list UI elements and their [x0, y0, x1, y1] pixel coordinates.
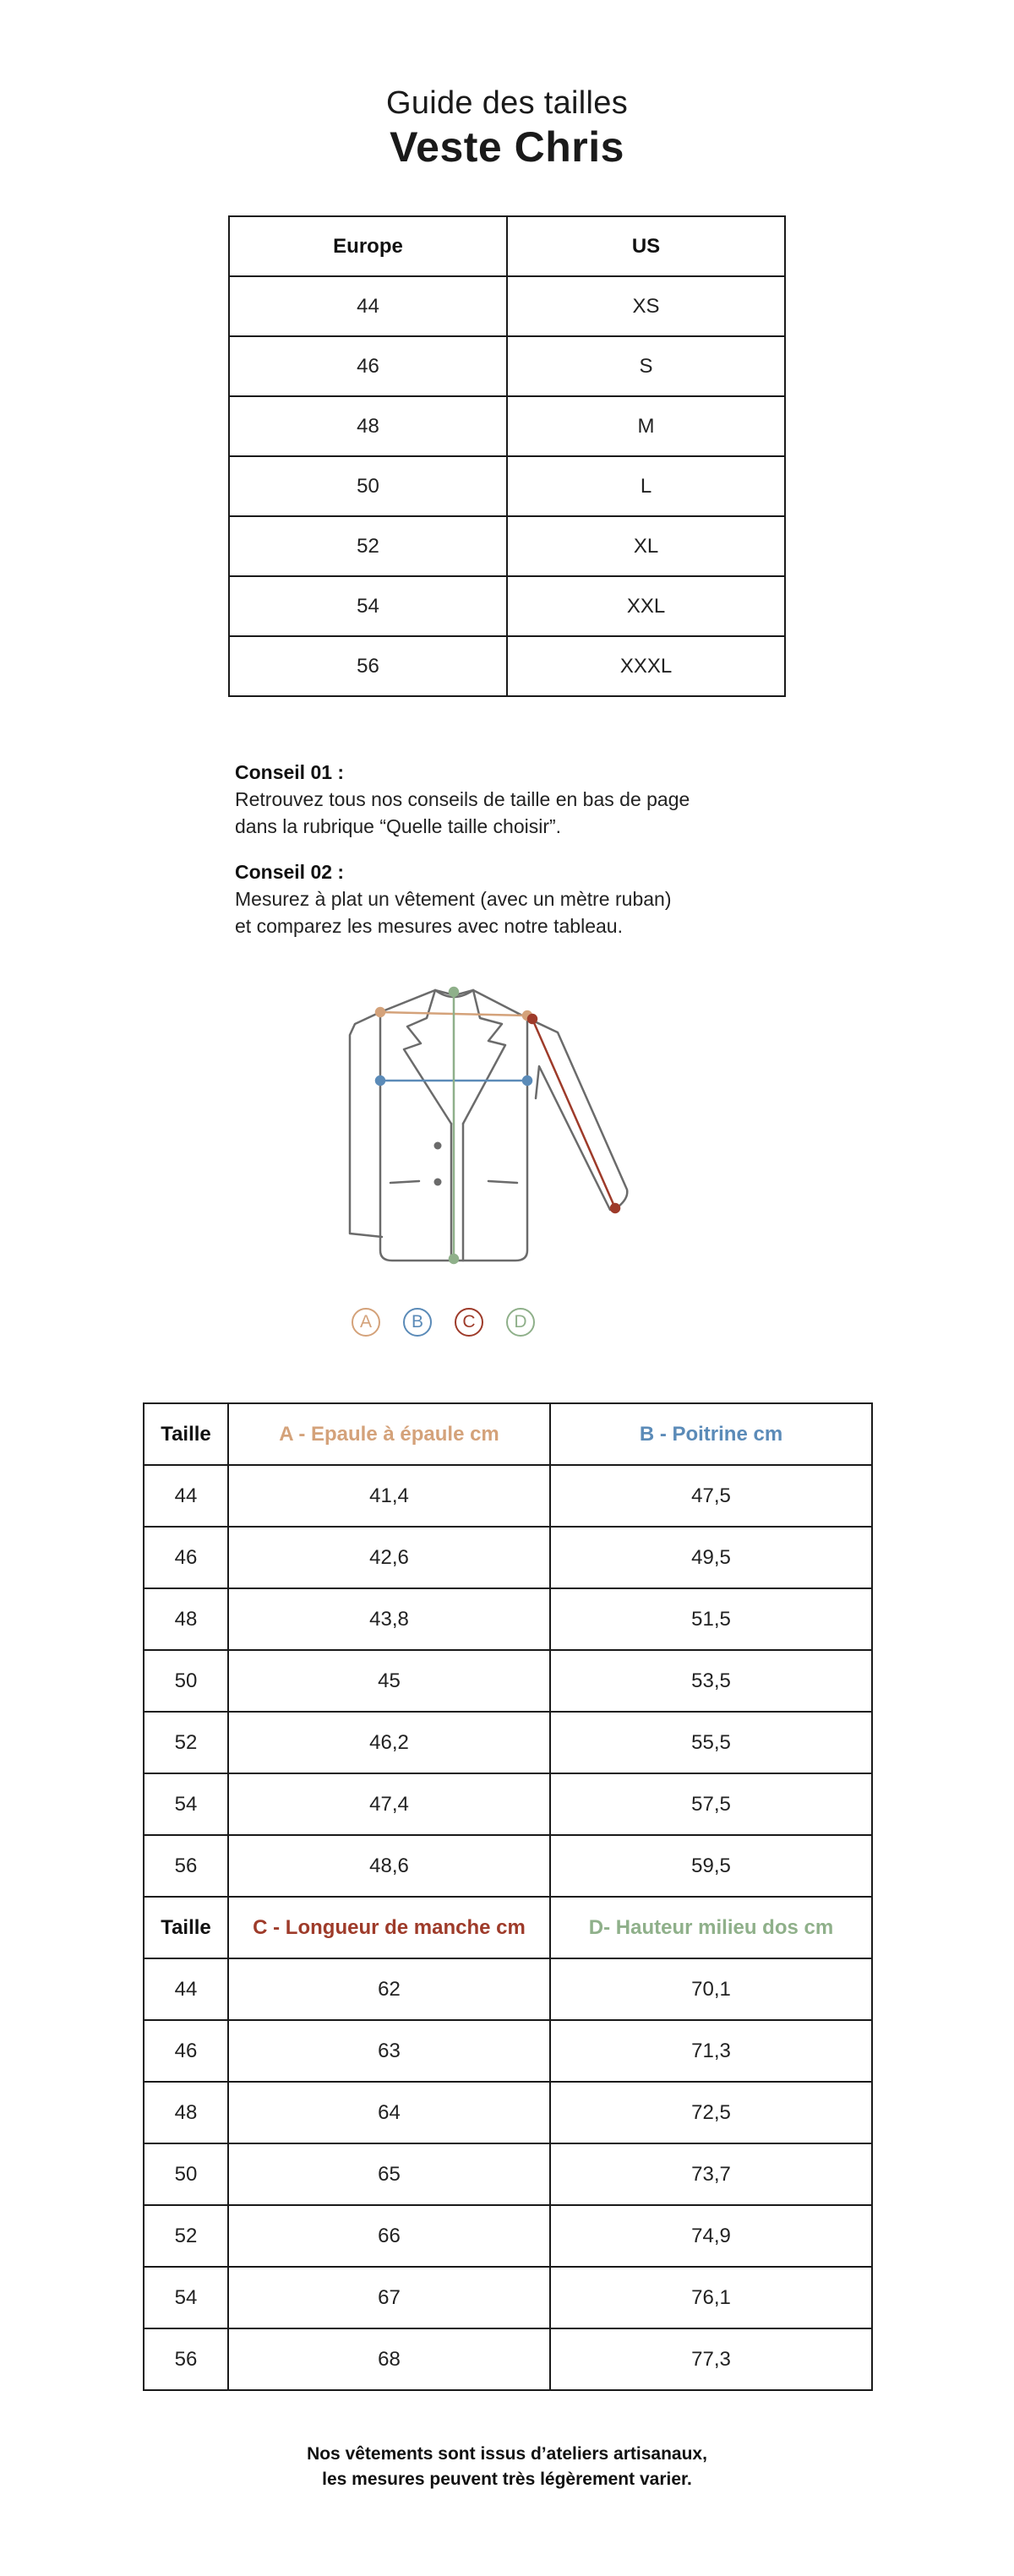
cell-size: 52 [144, 2205, 228, 2267]
header-shoulder: A - Epaule à épaule cm [228, 1403, 550, 1465]
cell-europe: 56 [229, 636, 507, 696]
header-us: US [507, 216, 785, 276]
cell-us: XXXL [507, 636, 785, 696]
cell-sleeve: 67 [228, 2267, 550, 2328]
tip-2 [235, 858, 810, 939]
table-row [229, 336, 785, 396]
cell-chest: 53,5 [550, 1650, 872, 1712]
page-header [0, 83, 1014, 171]
tip-text-line: et comparez les mesures avec notre tableau. [235, 915, 623, 937]
cell-europe: 50 [229, 456, 507, 516]
table-row [229, 636, 785, 696]
footer-line: Nos vêtements sont issus d’ateliers artisanaux, [307, 2444, 707, 2464]
table-row [144, 1835, 872, 1897]
size-conversion-table [228, 215, 786, 697]
cell-sleeve: 65 [228, 2143, 550, 2205]
tip-label: Conseil 02 : [235, 861, 345, 883]
table-row [144, 2082, 872, 2143]
cell-back-length: 77,3 [550, 2328, 872, 2390]
table-row [229, 276, 785, 336]
pocket-left [390, 1181, 419, 1183]
cell-sleeve: 66 [228, 2205, 550, 2267]
cell-back-length: 76,1 [550, 2267, 872, 2328]
cell-shoulder: 45 [228, 1650, 550, 1712]
tips-section [235, 759, 810, 958]
button-top [434, 1142, 442, 1150]
table-row [144, 1712, 872, 1773]
cell-chest: 51,5 [550, 1588, 872, 1650]
cell-sleeve: 68 [228, 2328, 550, 2390]
cell-size: 48 [144, 1588, 228, 1650]
cell-shoulder: 43,8 [228, 1588, 550, 1650]
cell-size: 54 [144, 1773, 228, 1835]
cell-europe: 44 [229, 276, 507, 336]
cell-size: 54 [144, 2267, 228, 2328]
measurements-table [143, 1402, 873, 2391]
pocket-right [488, 1181, 517, 1183]
cell-sleeve: 62 [228, 1958, 550, 2020]
cell-us: L [507, 456, 785, 516]
right-lapel [463, 990, 505, 1124]
legend-c: C [455, 1308, 483, 1337]
footer-note [0, 2442, 1014, 2492]
table-row [144, 2267, 872, 2328]
cell-size: 46 [144, 1527, 228, 1588]
measure-c-sleeve [528, 1015, 619, 1212]
cell-europe: 48 [229, 396, 507, 456]
cell-size: 48 [144, 2082, 228, 2143]
left-lapel [404, 990, 451, 1124]
cell-chest: 47,5 [550, 1465, 872, 1527]
legend-a: A [352, 1308, 380, 1337]
cell-europe: 54 [229, 576, 507, 636]
header-back-length: D- Hauteur milieu dos cm [550, 1897, 872, 1958]
header-europe: Europe [229, 216, 507, 276]
table-header-row [229, 216, 785, 276]
cell-size: 52 [144, 1712, 228, 1773]
table-row [229, 576, 785, 636]
cell-shoulder: 42,6 [228, 1527, 550, 1588]
cell-back-length: 71,3 [550, 2020, 872, 2082]
table-row [144, 2205, 872, 2267]
cell-size: 50 [144, 2143, 228, 2205]
table-row [144, 2143, 872, 2205]
cell-chest: 59,5 [550, 1835, 872, 1897]
cell-us: XL [507, 516, 785, 576]
cell-size: 56 [144, 2328, 228, 2390]
table-header-row [144, 1897, 872, 1958]
page-subtitle: Guide des tailles [385, 85, 629, 121]
tip-text-line: dans la rubrique “Quelle taille choisir”. [235, 815, 562, 837]
tip-label: Conseil 01 : [235, 761, 345, 783]
right-sleeve [527, 1018, 627, 1210]
cell-us: M [507, 396, 785, 456]
cell-us: XXL [507, 576, 785, 636]
legend-b: B [403, 1308, 432, 1337]
jacket-outline [350, 990, 627, 1261]
footer-line: les mesures peuvent très légèrement varier. [322, 2470, 692, 2489]
cell-europe: 52 [229, 516, 507, 576]
header-chest: B - Poitrine cm [550, 1403, 872, 1465]
cell-chest: 57,5 [550, 1773, 872, 1835]
header-size: Taille [144, 1897, 228, 1958]
cell-size: 56 [144, 1835, 228, 1897]
left-sleeve [350, 1012, 382, 1237]
table-row [229, 516, 785, 576]
cell-sleeve: 64 [228, 2082, 550, 2143]
table-row [144, 1650, 872, 1712]
jacket-measurement-diagram [321, 980, 659, 1276]
page-title: Veste Chris [390, 123, 624, 171]
tip-text-line: Mesurez à plat un vêtement (avec un mètre ruban) [235, 888, 672, 910]
header-sleeve: C - Longueur de manche cm [228, 1897, 550, 1958]
table-row [144, 1773, 872, 1835]
table-row [229, 396, 785, 456]
cell-shoulder: 41,4 [228, 1465, 550, 1527]
table-row [229, 456, 785, 516]
cell-size: 44 [144, 1465, 228, 1527]
table-row [144, 1958, 872, 2020]
cell-back-length: 73,7 [550, 2143, 872, 2205]
cell-size: 46 [144, 2020, 228, 2082]
cell-chest: 49,5 [550, 1527, 872, 1588]
header-size: Taille [144, 1403, 228, 1465]
cell-size: 50 [144, 1650, 228, 1712]
tip-text-line: Retrouvez tous nos conseils de taille en bas de page [235, 788, 690, 810]
cell-shoulder: 48,6 [228, 1835, 550, 1897]
table-row [144, 2328, 872, 2390]
tip-1 [235, 759, 810, 840]
cell-sleeve: 63 [228, 2020, 550, 2082]
table-row [144, 1527, 872, 1588]
button-bottom [434, 1179, 442, 1186]
cell-shoulder: 47,4 [228, 1773, 550, 1835]
table-row [144, 1465, 872, 1527]
cell-back-length: 72,5 [550, 2082, 872, 2143]
cell-back-length: 70,1 [550, 1958, 872, 2020]
table-header-row [144, 1403, 872, 1465]
cell-shoulder: 46,2 [228, 1712, 550, 1773]
cell-europe: 46 [229, 336, 507, 396]
cell-chest: 55,5 [550, 1712, 872, 1773]
table-row [144, 2020, 872, 2082]
cell-size: 44 [144, 1958, 228, 2020]
cell-us: XS [507, 276, 785, 336]
table-row [144, 1588, 872, 1650]
cell-us: S [507, 336, 785, 396]
legend-d: D [506, 1308, 535, 1337]
cell-back-length: 74,9 [550, 2205, 872, 2267]
